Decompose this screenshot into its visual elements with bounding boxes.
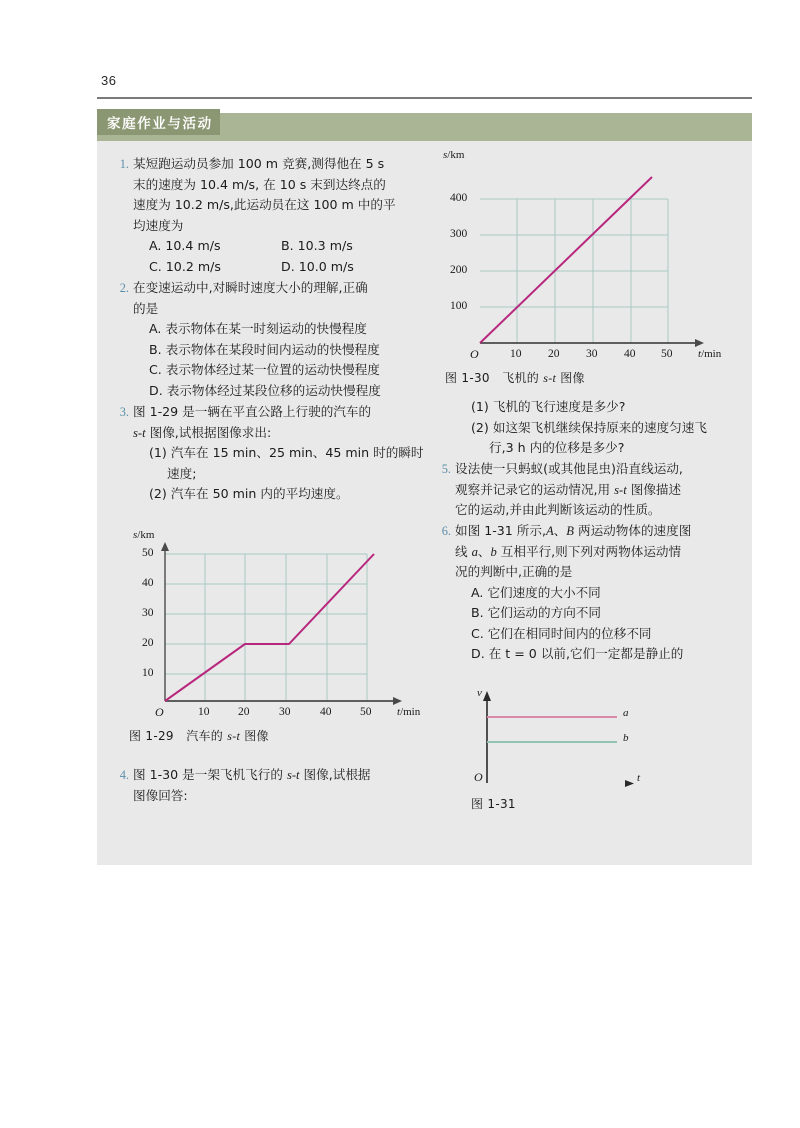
- question-1-option-a: A. 10.4 m/s: [149, 238, 221, 253]
- figure-1-31-x-axis-arrow: [625, 780, 634, 787]
- figure-1-30: [433, 149, 733, 385]
- figure-1-29-x-axis-arrow: [393, 697, 402, 705]
- figure-1-30-xtick-10: 10: [510, 348, 522, 360]
- figure-1-29-ytick-20: 20: [142, 637, 154, 649]
- figure-1-30-ytick-200: 200: [450, 264, 468, 276]
- figure-1-30-y-axis-label: s/km: [443, 149, 465, 161]
- figure-1-30-xtick-50: 50: [661, 348, 673, 360]
- question-6-number: 6.: [441, 524, 451, 538]
- figure-1-30-caption: [445, 369, 585, 386]
- figure-1-29-ytick-40: 40: [142, 577, 154, 589]
- question-1-option-d: D. 10.0 m/s: [281, 258, 354, 274]
- figure-1-29-data-line: [165, 554, 374, 701]
- figure-1-29-x-axis-label: t/min: [397, 706, 421, 718]
- figure-1-31: [447, 687, 727, 817]
- figure-1-29: [121, 529, 431, 744]
- figure-1-30-caption-symbol: s-t: [543, 371, 557, 385]
- header-divider: [97, 97, 752, 99]
- question-4-line-1-post: 图像,试根据: [299, 767, 371, 782]
- question-4-line-1-pre: 图 1-30 是一架飞机飞行的: [133, 767, 287, 782]
- figure-1-31-y-axis-arrow: [483, 691, 491, 701]
- figure-1-30-x-axis-label: t/min: [698, 348, 722, 360]
- figure-1-29-ytick-50: 50: [142, 547, 154, 559]
- figure-1-29-xtick-30: 30: [279, 706, 291, 718]
- question-5-body: [455, 459, 775, 521]
- question-1-options-row-2: [133, 257, 435, 278]
- question-3: [105, 402, 435, 505]
- question-4-line-2: 图像回答:: [133, 787, 188, 803]
- question-4-number: 4.: [119, 768, 129, 782]
- figure-1-30-caption-number: 图 1-30: [445, 371, 490, 385]
- figure-1-30-data-line: [480, 177, 652, 343]
- question-4-subquestions: [427, 397, 775, 459]
- section-title: 家庭作业与活动: [107, 116, 213, 132]
- question-5-line-2-post: 图像描述: [626, 481, 682, 497]
- page-number: 36: [101, 73, 117, 88]
- question-6-line-2: [455, 542, 775, 563]
- question-4-sub-2b: 行,3 h 内的位移是多少?: [489, 440, 625, 455]
- question-6-line-2-pre: 线: [455, 543, 472, 559]
- figure-1-30-xtick-40: 40: [624, 348, 636, 360]
- question-2-line-1: 在变速运动中,对瞬时速度大小的理解,正确: [133, 280, 368, 295]
- question-3-body: [133, 402, 435, 505]
- question-2: [105, 278, 435, 401]
- figure-1-30-plot: [433, 149, 723, 359]
- question-2-line-2: 的是: [133, 300, 159, 316]
- question-6-line-2-post: 互相平行,则下列对两物体运动情: [496, 543, 682, 559]
- figure-1-30-ytick-400: 400: [450, 192, 468, 204]
- figure-1-31-label-a: a: [623, 707, 629, 719]
- question-2-option-a: A. 表示物体在某一时刻运动的快慢程度: [149, 321, 367, 336]
- question-3-sub-1a: (1) 汽车在 15 min、25 min、45 min 时的瞬时: [149, 445, 424, 460]
- question-5: [427, 459, 775, 521]
- figure-1-31-x-axis-label: t: [637, 772, 641, 784]
- question-4: [105, 765, 463, 806]
- figure-1-31-caption: [471, 795, 516, 812]
- question-6-symbol-A: A: [545, 524, 554, 538]
- figure-1-29-y-axis-arrow: [161, 542, 169, 551]
- question-5-line-1: 设法使一只蚂蚁(或其他昆虫)沿直线运动,: [455, 461, 683, 476]
- question-1-option-b: B. 10.3 m/s: [281, 238, 353, 253]
- question-6: [427, 521, 775, 665]
- question-5-number: 5.: [441, 462, 451, 476]
- figure-1-29-xtick-50: 50: [360, 706, 372, 718]
- figure-1-29-xtick-40: 40: [320, 706, 332, 718]
- question-4-sub-1: (1) 飞机的飞行速度是多少?: [471, 399, 626, 414]
- figure-1-29-ytick-10: 10: [142, 667, 154, 679]
- question-3-sub-1b: 速度;: [167, 465, 197, 481]
- question-2-body: [133, 278, 435, 401]
- question-6-option-a: A. 它们速度的大小不同: [471, 584, 601, 600]
- question-4-sub-2a: (2) 如这架飞机继续保持原来的速度匀速飞: [471, 419, 707, 435]
- question-3-line-2: [133, 423, 435, 444]
- question-1-line-2: 末的速度为 10.4 m/s, 在 10 s 末到达终点的: [133, 176, 386, 192]
- content-panel: [97, 141, 752, 865]
- figure-1-31-label-b: b: [623, 732, 629, 744]
- figure-1-30-ytick-300: 300: [450, 228, 468, 240]
- question-6-line-1-pre: 如图 1-31 所示,: [455, 523, 546, 538]
- question-6-line-2-mid: 、: [477, 543, 491, 559]
- question-3-line-1: 图 1-29 是一辆在平直公路上行驶的汽车的: [133, 404, 372, 419]
- question-6-line-1-post: 两运动物体的速度图: [573, 523, 692, 538]
- question-6-line-1-mid: 、: [553, 523, 567, 538]
- question-5-line-3: 它的运动,并由此判断该运动的性质。: [455, 502, 661, 517]
- figure-1-29-caption-suffix: 图像: [240, 729, 269, 743]
- question-1: [105, 154, 435, 277]
- figure-1-29-origin: O: [155, 705, 164, 719]
- figure-1-29-xtick-20: 20: [238, 706, 250, 718]
- question-6-symbol-b: b: [490, 544, 497, 559]
- question-6-option-b: B. 它们运动的方向不同: [471, 605, 601, 620]
- question-4-line-1: [133, 765, 463, 786]
- figure-1-29-ytick-30: 30: [142, 607, 154, 619]
- question-1-line-4: 均速度为: [133, 217, 184, 233]
- question-1-body: [133, 154, 435, 277]
- figure-1-29-caption: [129, 727, 269, 744]
- question-4-st-symbol: s-t: [286, 768, 300, 782]
- figure-1-29-caption-symbol: s-t: [227, 729, 241, 743]
- figure-1-29-y-axis-label: s/km: [133, 529, 155, 541]
- question-5-line-2: [455, 480, 775, 501]
- figure-1-30-origin: O: [470, 347, 479, 361]
- section-banner-tab: [97, 109, 220, 135]
- question-6-option-c: C. 它们在相同时间内的位移不同: [471, 625, 652, 641]
- figure-1-29-plot: [121, 529, 421, 724]
- question-3-number: 3.: [119, 405, 129, 419]
- question-1-line-3: 速度为 10.2 m/s,此运动员在这 100 m 中的平: [133, 197, 396, 212]
- figure-1-31-plot: [447, 687, 697, 792]
- question-6-body: [455, 521, 775, 665]
- question-1-options-row-1: [133, 236, 435, 257]
- figure-1-30-ytick-100: 100: [450, 300, 468, 312]
- figure-1-29-caption-number: 图 1-29: [129, 729, 174, 743]
- question-3-st-symbol: s-t: [133, 425, 146, 440]
- figure-1-31-caption-number: 图 1-31: [471, 797, 516, 811]
- figure-1-30-xtick-20: 20: [548, 348, 560, 360]
- question-5-line-2-pre: 观察并记录它的运动情况,用: [455, 481, 615, 497]
- question-2-option-d: D. 表示物体经过某段位移的运动快慢程度: [149, 382, 381, 398]
- question-1-line-1: 某短跑运动员参加 100 m 竞赛,测得他在 5 s: [133, 156, 385, 171]
- question-2-option-b: B. 表示物体在某段时间内运动的快慢程度: [149, 341, 380, 357]
- section-banner: [97, 113, 752, 141]
- figure-1-30-x-axis-arrow: [695, 339, 704, 347]
- question-6-line-3: 况的判断中,正确的是: [455, 564, 573, 579]
- question-2-option-c: C. 表示物体经过某一位置的运动快慢程度: [149, 362, 380, 377]
- question-6-symbol-B: B: [566, 524, 574, 538]
- question-1-number: 1.: [119, 157, 129, 171]
- left-column: [105, 141, 435, 803]
- figure-1-29-caption-text: 汽车的: [186, 729, 228, 743]
- figure-1-30-caption-suffix: 图像: [556, 371, 585, 385]
- question-3-sub-2: (2) 汽车在 50 min 内的平均速度。: [149, 486, 349, 501]
- figure-1-30-xtick-30: 30: [586, 348, 598, 360]
- figure-1-31-origin: O: [474, 770, 483, 784]
- figure-1-31-y-axis-label: v: [477, 687, 482, 699]
- question-6-line-1: [455, 521, 775, 542]
- question-6-option-d: D. 在 t = 0 以前,它们一定都是静止的: [471, 646, 684, 661]
- question-4-subquestions-body: [455, 397, 775, 459]
- question-3-line-2-rest: 图像,试根据图像求出:: [145, 424, 272, 440]
- question-2-number: 2.: [119, 281, 129, 295]
- figure-1-29-xtick-10: 10: [198, 706, 210, 718]
- figure-1-30-caption-text: 飞机的: [502, 371, 544, 385]
- question-1-option-c: C. 10.2 m/s: [149, 258, 221, 274]
- figure-1-30-gridlines: [480, 199, 668, 343]
- question-5-st-symbol: s-t: [614, 482, 627, 497]
- question-6-symbol-a: a: [471, 544, 478, 559]
- question-4-body: [133, 765, 463, 806]
